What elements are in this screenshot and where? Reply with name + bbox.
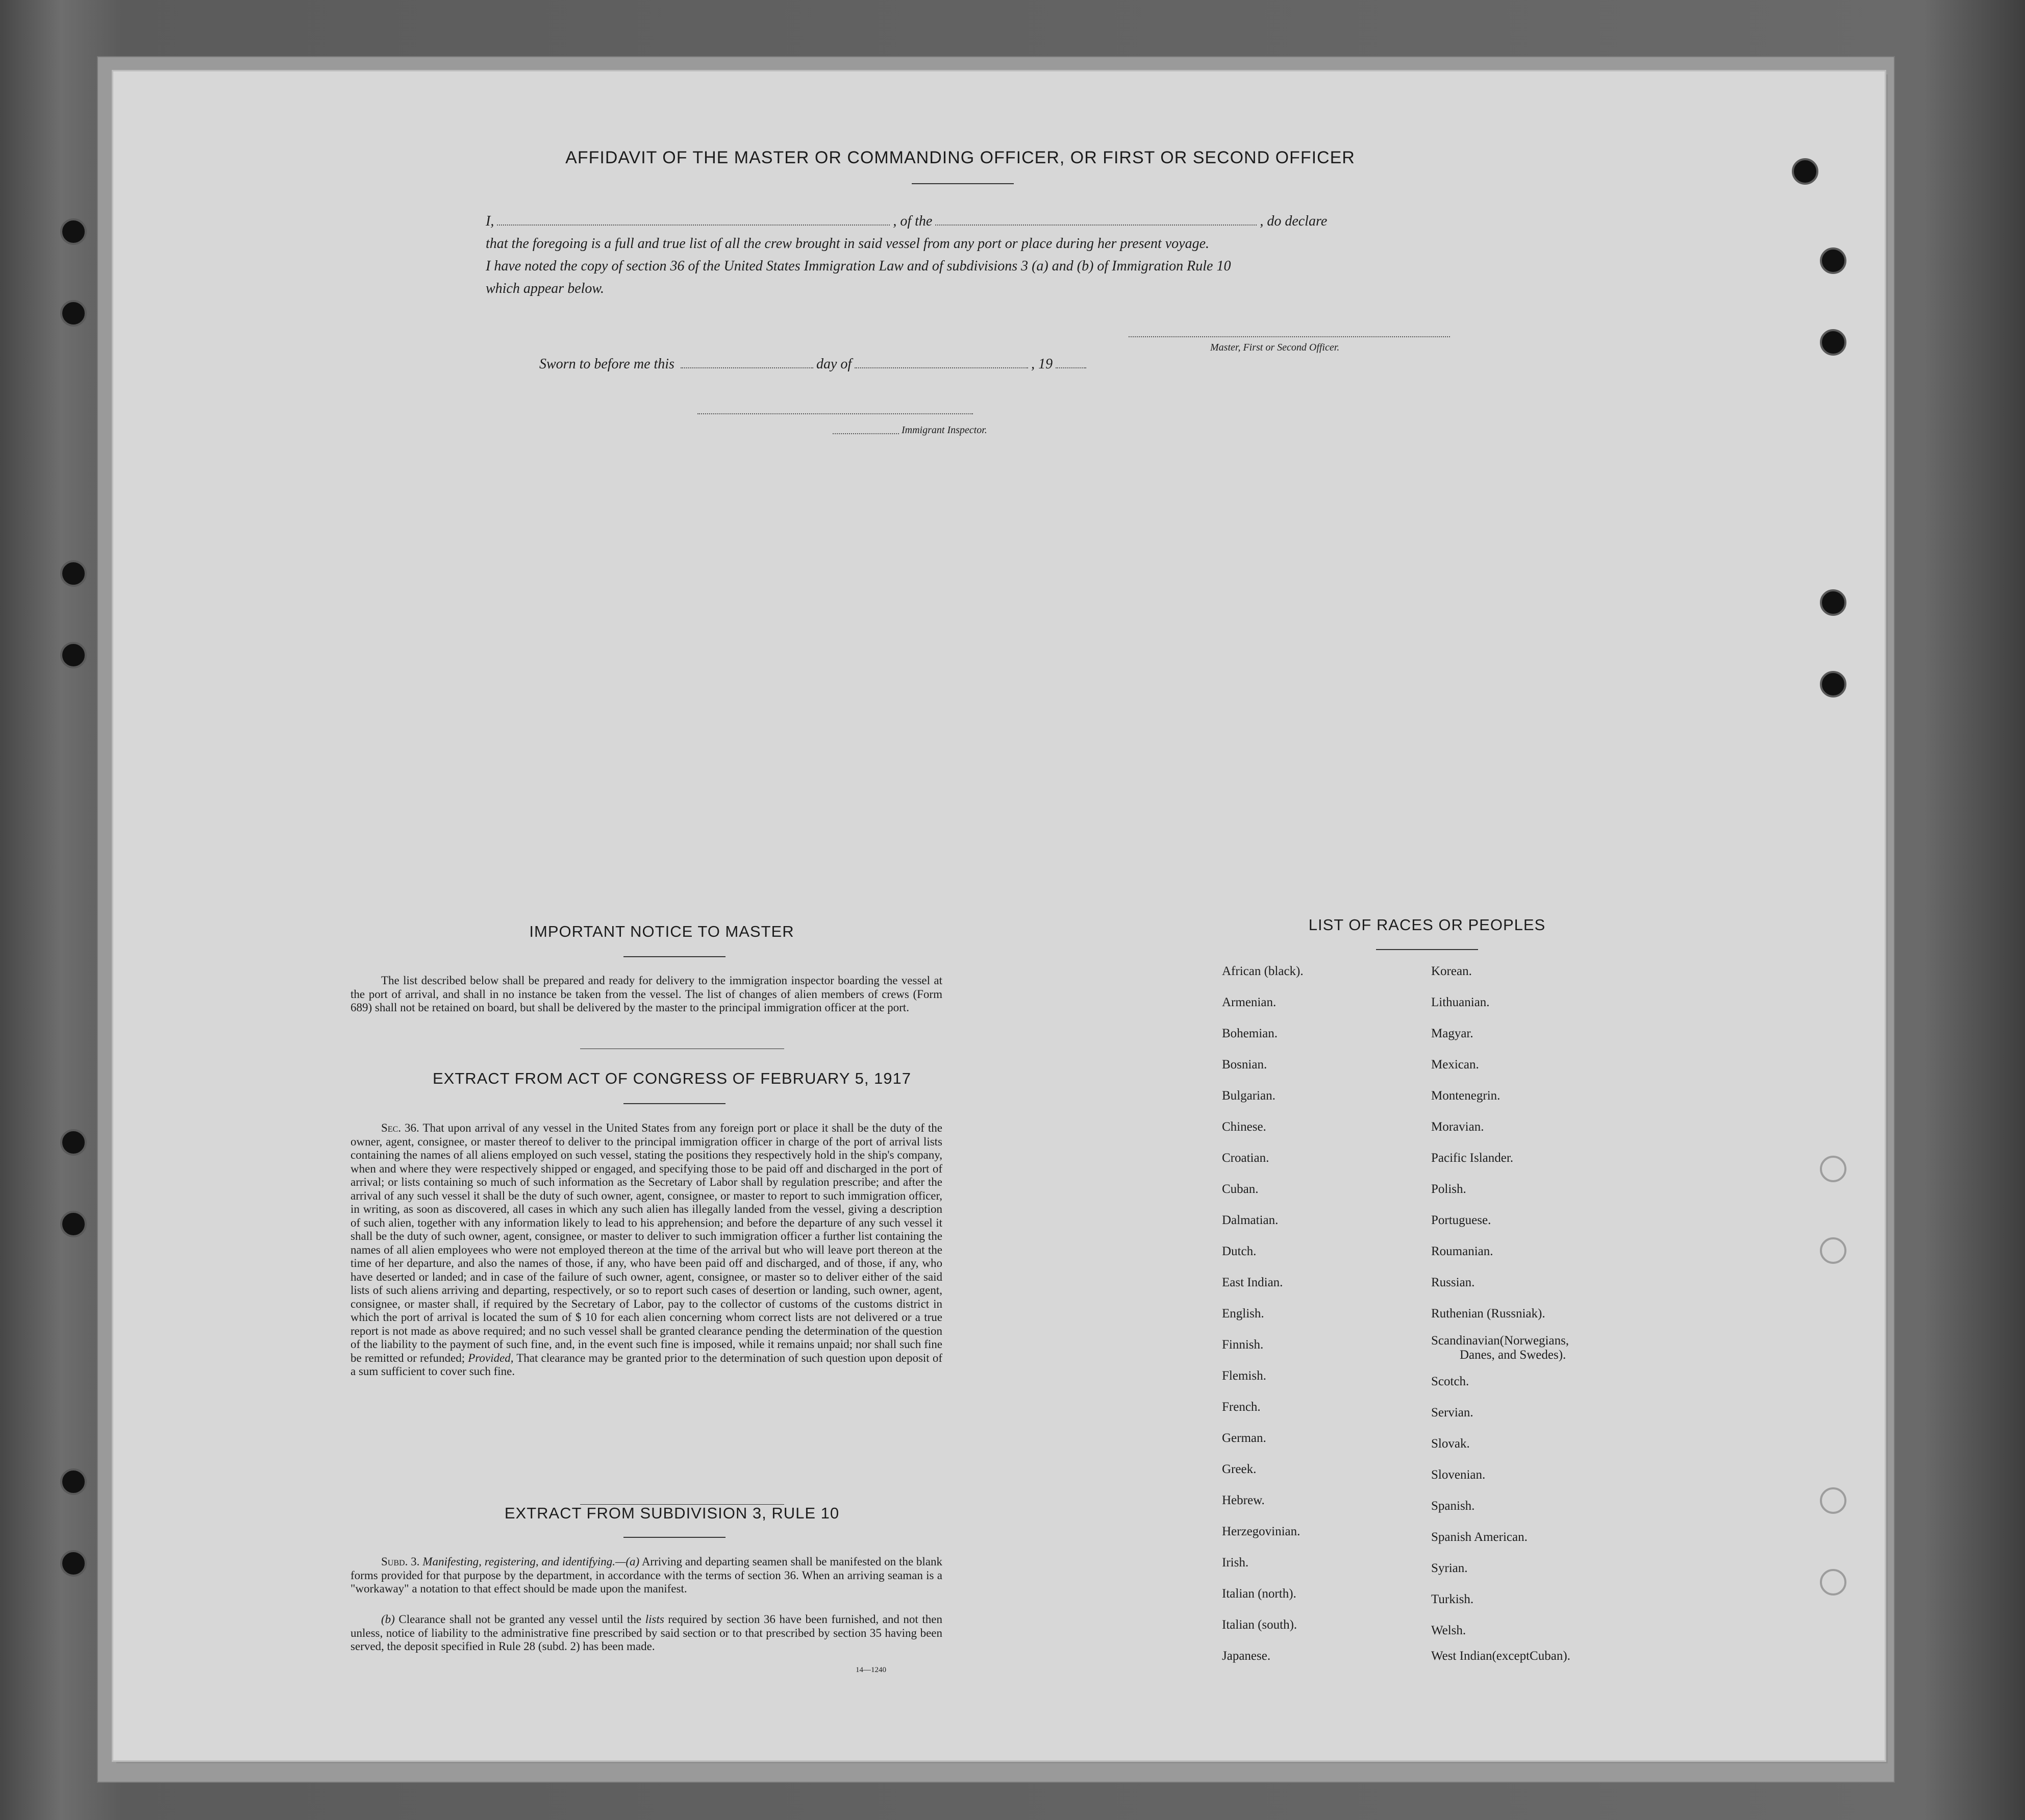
form-number: 14—1240 (856, 1666, 886, 1674)
rule-text (351, 1555, 942, 1596)
page-hole-icon (1820, 671, 1846, 697)
race-item: Ruthenian (Russniak). (1431, 1307, 1545, 1320)
race-item: Irish. (1222, 1556, 1249, 1569)
race-item: Turkish. (1431, 1592, 1474, 1606)
race-item: Lithuanian. (1431, 995, 1490, 1009)
rule-subd-b-2: required by section 36 have been furnished, and not then unless, notice of liability to the administrative fine prescribed by said section or to that prescribed by section 35 having been served, the deposit specified in Rule 28 (subd. 2) has been made. (351, 1613, 943, 1653)
race-item: Bosnian. (1222, 1058, 1267, 1071)
binder-hole-icon (60, 1211, 87, 1237)
race-item: Finnish. (1222, 1338, 1264, 1352)
race-item: West Indian(exceptCuban). (1431, 1649, 1570, 1663)
inspector-signature-blank[interactable] (697, 411, 973, 414)
race-item: Spanish. (1431, 1499, 1475, 1513)
race-item: Moravian. (1431, 1120, 1484, 1134)
page-hole-icon (1820, 247, 1846, 274)
month-blank[interactable] (855, 365, 1028, 368)
day-blank[interactable] (681, 365, 813, 368)
page-hole-icon (1820, 1569, 1846, 1595)
race-item: Portuguese. (1431, 1213, 1491, 1227)
act-underline (623, 1103, 726, 1104)
race-item: Dutch. (1222, 1244, 1257, 1258)
name-blank[interactable] (497, 222, 890, 226)
sworn-year: , 19 (1031, 356, 1053, 372)
race-item: Japanese. (1222, 1649, 1271, 1663)
rule-subd-b-1: Clearance shall not be granted any vessel until the (398, 1613, 642, 1626)
race-item: Pacific Islander. (1431, 1151, 1514, 1165)
race-item: French. (1222, 1400, 1261, 1414)
race-item: East Indian. (1222, 1276, 1283, 1289)
inspector-blank-short (833, 431, 899, 434)
race-item: Hebrew. (1222, 1493, 1265, 1507)
title-underline (912, 183, 1014, 184)
rule-subd-a: Arriving and departing seamen shall be manifested on the blank forms provided for that purpose by the department, in accordance with the terms of section 36. When an arriving seaman is a "workaway" a notation to that effect should be made upon the manifest. (351, 1555, 943, 1595)
race-item: Greek. (1222, 1462, 1257, 1476)
races-heading: LIST OF RACES OR PEOPLES (1308, 916, 1546, 934)
race-item: Herzegovinian. (1222, 1525, 1301, 1538)
race-item: Bulgarian. (1222, 1089, 1276, 1103)
vessel-blank[interactable] (935, 222, 1257, 226)
race-item: Italian (north). (1222, 1587, 1296, 1601)
race-item: Montenegrin. (1431, 1089, 1501, 1103)
affidavit-line-4: which appear below. (486, 281, 605, 296)
affidavit-line-2: that the foregoing is a full and true list of all the crew brought in said vessel from any port or place during her present voyage. (486, 236, 1210, 252)
rule-heading: EXTRACT FROM SUBDIVISION 3, RULE 10 (504, 1504, 840, 1522)
act-body: That upon arrival of any vessel in the United States from any foreign port or place it shall be the duty of the owner, agent, consignee, or master thereof to deliver to the principal immigration officer in charge of the port of arrival lists containing the names of all aliens employed on such vessel, stating the positions they respectively hold in the ship's company, when and where they were respectively shipped or engaged, and specifying those to be paid off and discharged in the port of arrival; or lists containing so much of such information as the Secretary of Labor shall by regulation prescribe; and after the arrival of any such vessel it shall be the duty of such owner, agent, consignee, or master to report to such immigration officer, in writing, as soon as discovered, all cases in which any such alien has illegally landed from the vessel, giving a description of such alien, together with any information likely to lead to his apprehension; and before the departure of any such vessel it shall be the duty of such owner, agent, consignee, or master to deliver to such immigration officer a further list containing the names of all alien employees who were not employed thereon at the time of the arrival but who will leave port thereon at the time of her departure, and also the names of those, if any, who have been paid off and discharged, and of those, if any, who have deserted or landed; and in case of the failure of such owner, agent, consignee, or master so to deliver either of the said lists of such aliens arriving and departing, respectively, or so to report such cases of desertion or landing, such owner, agent, consignee, or master shall, if required by the Secretary of Labor, pay to the collector of customs of the customs district in which the port of arrival is located the sum of $ 10 for each alien concerning whom correct lists are not delivered or a true report is not made as above required; and no such vessel shall be granted clearance pending the determination of the question of the liability to the payment of such fine, and, in the event such fine is imposed, while it remains unpaid; nor shall such fine be remitted or refunded; (351, 1121, 942, 1364)
act-provided: Provided, (468, 1351, 514, 1364)
binder-hole-icon (60, 300, 87, 327)
rule-subd-b-lists: lists (645, 1613, 664, 1626)
race-item: Scandinavian(Norwegians, (1431, 1334, 1569, 1348)
race-item: Chinese. (1222, 1120, 1266, 1134)
page-hole-icon (1820, 329, 1846, 356)
sworn-day-of: day of (816, 356, 852, 372)
page-hole-icon (1820, 589, 1846, 616)
race-item: Armenian. (1222, 995, 1277, 1009)
race-item: Korean. (1431, 964, 1472, 978)
binder-hole-icon (60, 642, 87, 668)
race-item: African (black). (1222, 964, 1304, 978)
race-item: Polish. (1431, 1182, 1466, 1196)
affidavit-i: I, (486, 213, 494, 229)
affidavit-title: AFFIDAVIT OF THE MASTER OR COMMANDING OFFICER, OR FIRST OR SECOND OFFICER (565, 148, 1355, 167)
race-item: Scotch. (1431, 1375, 1469, 1388)
sworn-prefix: Sworn to before me this (539, 356, 674, 372)
rule-text-b (351, 1613, 942, 1654)
affidavit-line-3: I have noted the copy of section 36 of the United States Immigration Law and of subdivisions 3 (a) and (b) of Immigration Rule 10 (486, 258, 1231, 274)
race-item: Croatian. (1222, 1151, 1269, 1165)
race-item: Flemish. (1222, 1369, 1266, 1383)
rule-underline (623, 1537, 726, 1538)
act-body-end: That clearance may be granted prior to the determination of such question upon deposit of a sum sufficient to cover such fine. (351, 1351, 942, 1378)
page-hole-icon (1792, 158, 1818, 185)
binder-hole-icon (60, 1468, 87, 1495)
act-text (351, 1121, 942, 1379)
race-item: Syrian. (1431, 1561, 1468, 1575)
race-item: Slovenian. (1431, 1468, 1486, 1482)
act-sec-label: Sec. 36. (381, 1121, 419, 1134)
race-item: Bohemian. (1222, 1027, 1278, 1040)
rule-subd-title: Manifesting, registering, and identifying.—(a) (422, 1555, 640, 1568)
notice-text: The list described below shall be prepared and ready for delivery to the immigration inspector boarding the vessel at the port of arrival, and shall in no instance be taken from the vessel. The list of changes of alien members of crews (Form 689) shall not be retained on board, but shall be delivered by the master to the principal immigration officer at the port. (351, 974, 942, 1014)
page-hole-icon (1820, 1487, 1846, 1514)
binder-hole-icon (60, 1550, 87, 1577)
page-hole-icon (1820, 1156, 1846, 1182)
race-item: Magyar. (1431, 1027, 1473, 1040)
notice-underline (623, 956, 726, 957)
notice-heading: IMPORTANT NOTICE TO MASTER (529, 923, 794, 940)
binder-hole-icon (60, 218, 87, 245)
year-blank[interactable] (1056, 365, 1086, 368)
race-item: Spanish American. (1431, 1530, 1528, 1544)
race-item: Welsh. (1431, 1624, 1466, 1637)
rule-subd-label: Subd. 3. (381, 1555, 420, 1568)
race-item: German. (1222, 1431, 1266, 1445)
races-left-column (1222, 71, 1426, 1760)
rule-subd-b-label: (b) (381, 1613, 395, 1626)
page-hole-icon (1820, 1237, 1846, 1264)
race-item: Cuban. (1222, 1182, 1259, 1196)
manifest-page (113, 71, 1885, 1760)
race-item: Danes, and Swedes). (1460, 1348, 1566, 1362)
signature-label: Master, First or Second Officer. (1210, 342, 1340, 353)
race-item: Slovak. (1431, 1437, 1470, 1451)
race-item: Mexican. (1431, 1058, 1479, 1071)
affidavit-declare: , do declare (1260, 213, 1328, 229)
act-heading: EXTRACT FROM ACT OF CONGRESS OF FEBRUARY 5, 1917 (432, 1069, 912, 1087)
inspector-label: Immigrant Inspector. (902, 425, 987, 436)
affidavit-of-the: , of the (893, 213, 933, 229)
race-item: Russian. (1431, 1276, 1475, 1289)
race-item: English. (1222, 1307, 1264, 1320)
race-item: Roumanian. (1431, 1244, 1493, 1258)
binder-hole-icon (60, 1129, 87, 1156)
races-right-column (1431, 71, 1717, 1760)
race-item: Italian (south). (1222, 1618, 1297, 1632)
binder-hole-icon (60, 560, 87, 587)
race-item: Dalmatian. (1222, 1213, 1279, 1227)
race-item: Servian. (1431, 1406, 1473, 1419)
sworn-line (539, 356, 1305, 372)
